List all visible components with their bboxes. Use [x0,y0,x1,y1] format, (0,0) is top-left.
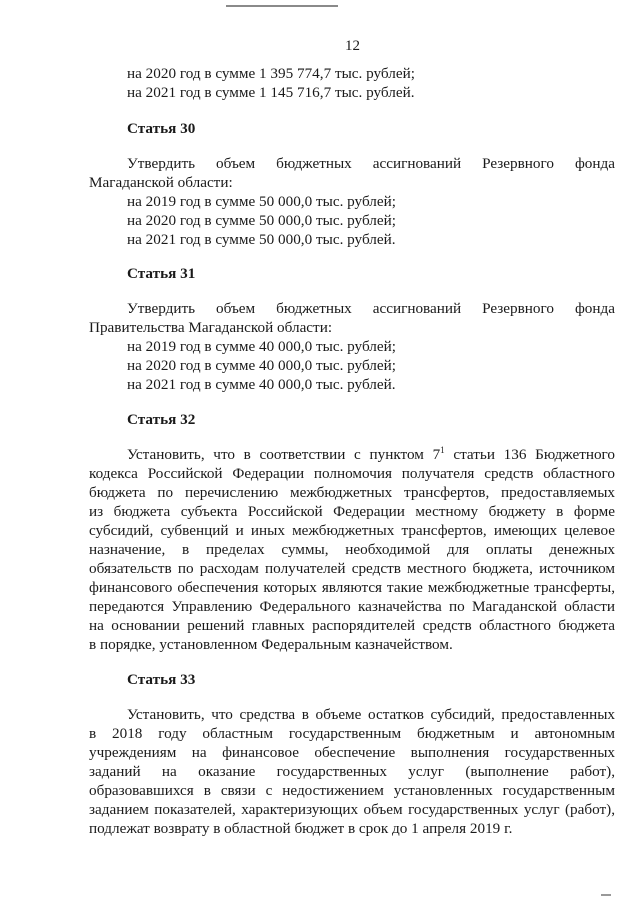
scan-top-rule [226,5,338,7]
article-30-paragraph-line: Утвердить объем бюджетных ассигнований Резервного фонда [127,155,615,172]
article-33-paragraph-line: Установить, что средства в объеме остатков субсидий, предоставленных [127,706,615,723]
article-33-paragraph-line: образовавшихся в связи с недостижением установленных государственным [89,782,615,799]
scan-bottom-mark [601,894,611,896]
article-32-paragraph-line: из бюджета субъекта Российской Федерации местному бюджету в форме [89,503,615,520]
article-32-paragraph-line: кодекса Российской Федерации полномочия получателя средств областного [89,465,615,482]
article-31-paragraph-line: Правительства Магаданской области: [89,319,333,336]
article-33-paragraph-line: заданием показателей, характеризующих объем государственных услуг (работ), [89,801,615,818]
article-32-paragraph-line: обязательств по расходам получателей средств местного бюджета, источником [89,560,615,577]
article-30-paragraph-line: Магаданской области: [89,174,233,191]
article-32-paragraph-line: передаются Управлению Федерального казначейства по Магаданской области [89,598,615,615]
article-33-paragraph-line: в 2018 году областным государственным бюджетным и автономным [89,725,615,742]
article-33-paragraph-line: учреждениям на финансовое обеспечение выполнения государственных [89,744,615,761]
page-number: 12 [345,38,360,54]
text-run: Установить, что в соответствии с пунктом 7 [127,446,441,463]
article-31-item: на 2020 год в сумме 40 000,0 тыс. рублей; [127,357,396,374]
article-30-item: на 2021 год в сумме 50 000,0 тыс. рублей. [127,231,396,248]
text-line: на 2020 год в сумме 1 395 774,7 тыс. рублей; [127,65,415,82]
article-30-heading: Статья 30 [127,120,196,137]
article-32-paragraph-line: на основании решений главных распорядителей средств областного бюджета [89,617,615,634]
article-32-paragraph-line: бюджета по перечислению межбюджетных трансфертов, предоставляемых [89,484,615,501]
text-line: на 2021 год в сумме 1 145 716,7 тыс. рублей. [127,84,415,101]
article-31-item: на 2019 год в сумме 40 000,0 тыс. рублей; [127,338,396,355]
article-32-paragraph-line [127,445,615,465]
article-31-item: на 2021 год в сумме 40 000,0 тыс. рублей. [127,376,396,393]
article-32-paragraph-line: финансового обеспечения которых являются такие межбюджетные трансферты, [89,579,615,596]
article-33-heading: Статья 33 [127,671,196,688]
article-30-item: на 2019 год в сумме 50 000,0 тыс. рублей; [127,193,396,210]
article-32-paragraph-line: назначение, в пределах суммы, необходимой для оплаты денежных [89,541,615,558]
article-33-paragraph-line: заданий на оказание государственных услуг (выполнение работ), [89,763,615,780]
article-32-paragraph-line: в порядке, установленном Федеральным казначейством. [89,636,453,653]
article-31-heading: Статья 31 [127,265,196,282]
article-32-heading: Статья 32 [127,411,196,428]
article-32-paragraph-line: субсидий, субвенций и иных межбюджетных трансфертов, имеющих целевое [89,522,615,539]
superscript: 1 [440,445,445,455]
text-run: статьи 136 Бюджетного [444,446,616,463]
article-30-item: на 2020 год в сумме 50 000,0 тыс. рублей; [127,212,396,229]
article-31-paragraph-line: Утвердить объем бюджетных ассигнований Резервного фонда [127,300,615,317]
article-33-paragraph-line: подлежат возврату в областной бюджет в срок до 1 апреля 2019 г. [89,820,513,837]
